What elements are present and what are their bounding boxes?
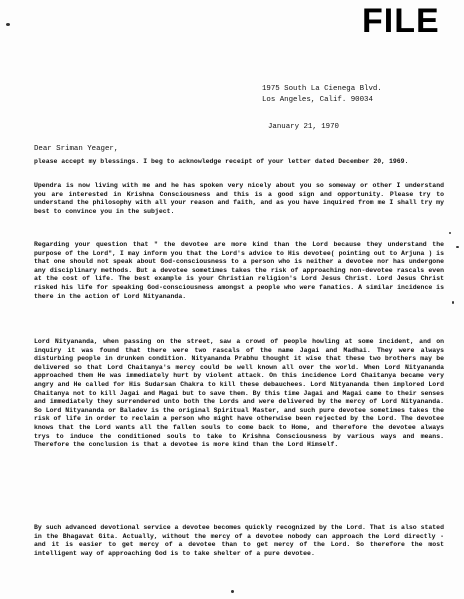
file-stamp: FILE xyxy=(362,2,440,40)
address-line-2: Los Angeles, Calif. 90034 xyxy=(262,96,373,104)
salutation: Dear Sriman Yeager, xyxy=(34,145,119,153)
paragraph-4: Lord Nityananda, when passing on the street, saw a crowd of people howling at some incident, and on inquiry it was found that there were two rascals of the name Jagai and Madhai. They were always disturbing people in drunken condition. Nityananda Prabhu thought it wise that these two brothers may be delivered so that Lord Chaitanya's mercy could be well known all over the world. When Lord Nityananda approached them He was immediately hurt by violent attack. On this incidence Lord Chaitanya became very angry and He called for His Sudarsan Chakra to kill these debauchees. Lord Nityananda then implored Lord Chaitanya not to kill Jagai and Magai but to save them. By this time Jagai and Magai came to their senses and immediately they surrendered unto both the Lords and were delivered by the mercy of Lord Nityananda. So Lord Nityananda or Baladev is the original Spiritual Master, and such pure devotee sometimes takes the risk of life in order to reclaim a person who might have otherwise been rejected by the Lord. The devotee knows that the Lord wants all the fallen souls to come back to Home, and therefore the devotee always trys to induce the conditioned souls to take to Krishna Consciousness by various ways and means. Therefore the conclusion is that a devotee is more kind than the Lord Himself. xyxy=(34,338,448,449)
scan-speck xyxy=(452,301,454,304)
sender-address xyxy=(262,84,382,106)
scan-speck xyxy=(449,232,451,234)
paragraph-5: By such advanced devotional service a devotee becomes quickly recognized by the Lord. That is also stated in the Bhagavat Gita. Actually, without the mercy of a devotee nobody can approach the Lord directly - and it is easier to get mercy of a devotee than to get mercy of the Lord. So therefore the most intelligent way of approaching God is to take shelter of a pure devotee. xyxy=(34,524,448,557)
paragraph-2: Upendra is now living with me and he has spoken very nicely about you so someway or other I understand you are interested in Krishna Consciousness and this is a good sign and opportunity. Please try to understand the philosophy with all your reason and faith, and as you have inquired from me I shall try my best to convince you in the subject. xyxy=(34,182,448,215)
paragraph-3: Regarding your question that " the devotee are more kind than the Lord because they understand the purpose of the Lord", I may inform you that the Lord's advice to His devotee( pointing out to Arjuna ) is that one should not speak about God-consciousness to a person who is neither a devotee nor has undergone any disciplinary methods. But a devotee sometimes takes the risk of approaching non-devotee rascals even at the cost of life. The best example is your Christian religion's Lord Jesus Christ. Lord Jesus Christ risked his life for speaking God-consciousness amongst a people who were fanatics. A similar incidence is there in the action of Lord Nityananda. xyxy=(34,241,448,300)
address-line-1: 1975 South La Cienega Blvd. xyxy=(262,85,382,93)
scan-speck xyxy=(6,23,10,26)
scan-speck xyxy=(231,590,234,593)
letter-date: January 21, 1970 xyxy=(268,123,339,131)
paragraph-1: please accept my blessings. I beg to acknowledge receipt of your letter dated December 20, 1969. xyxy=(34,158,409,165)
scan-speck xyxy=(456,246,459,248)
